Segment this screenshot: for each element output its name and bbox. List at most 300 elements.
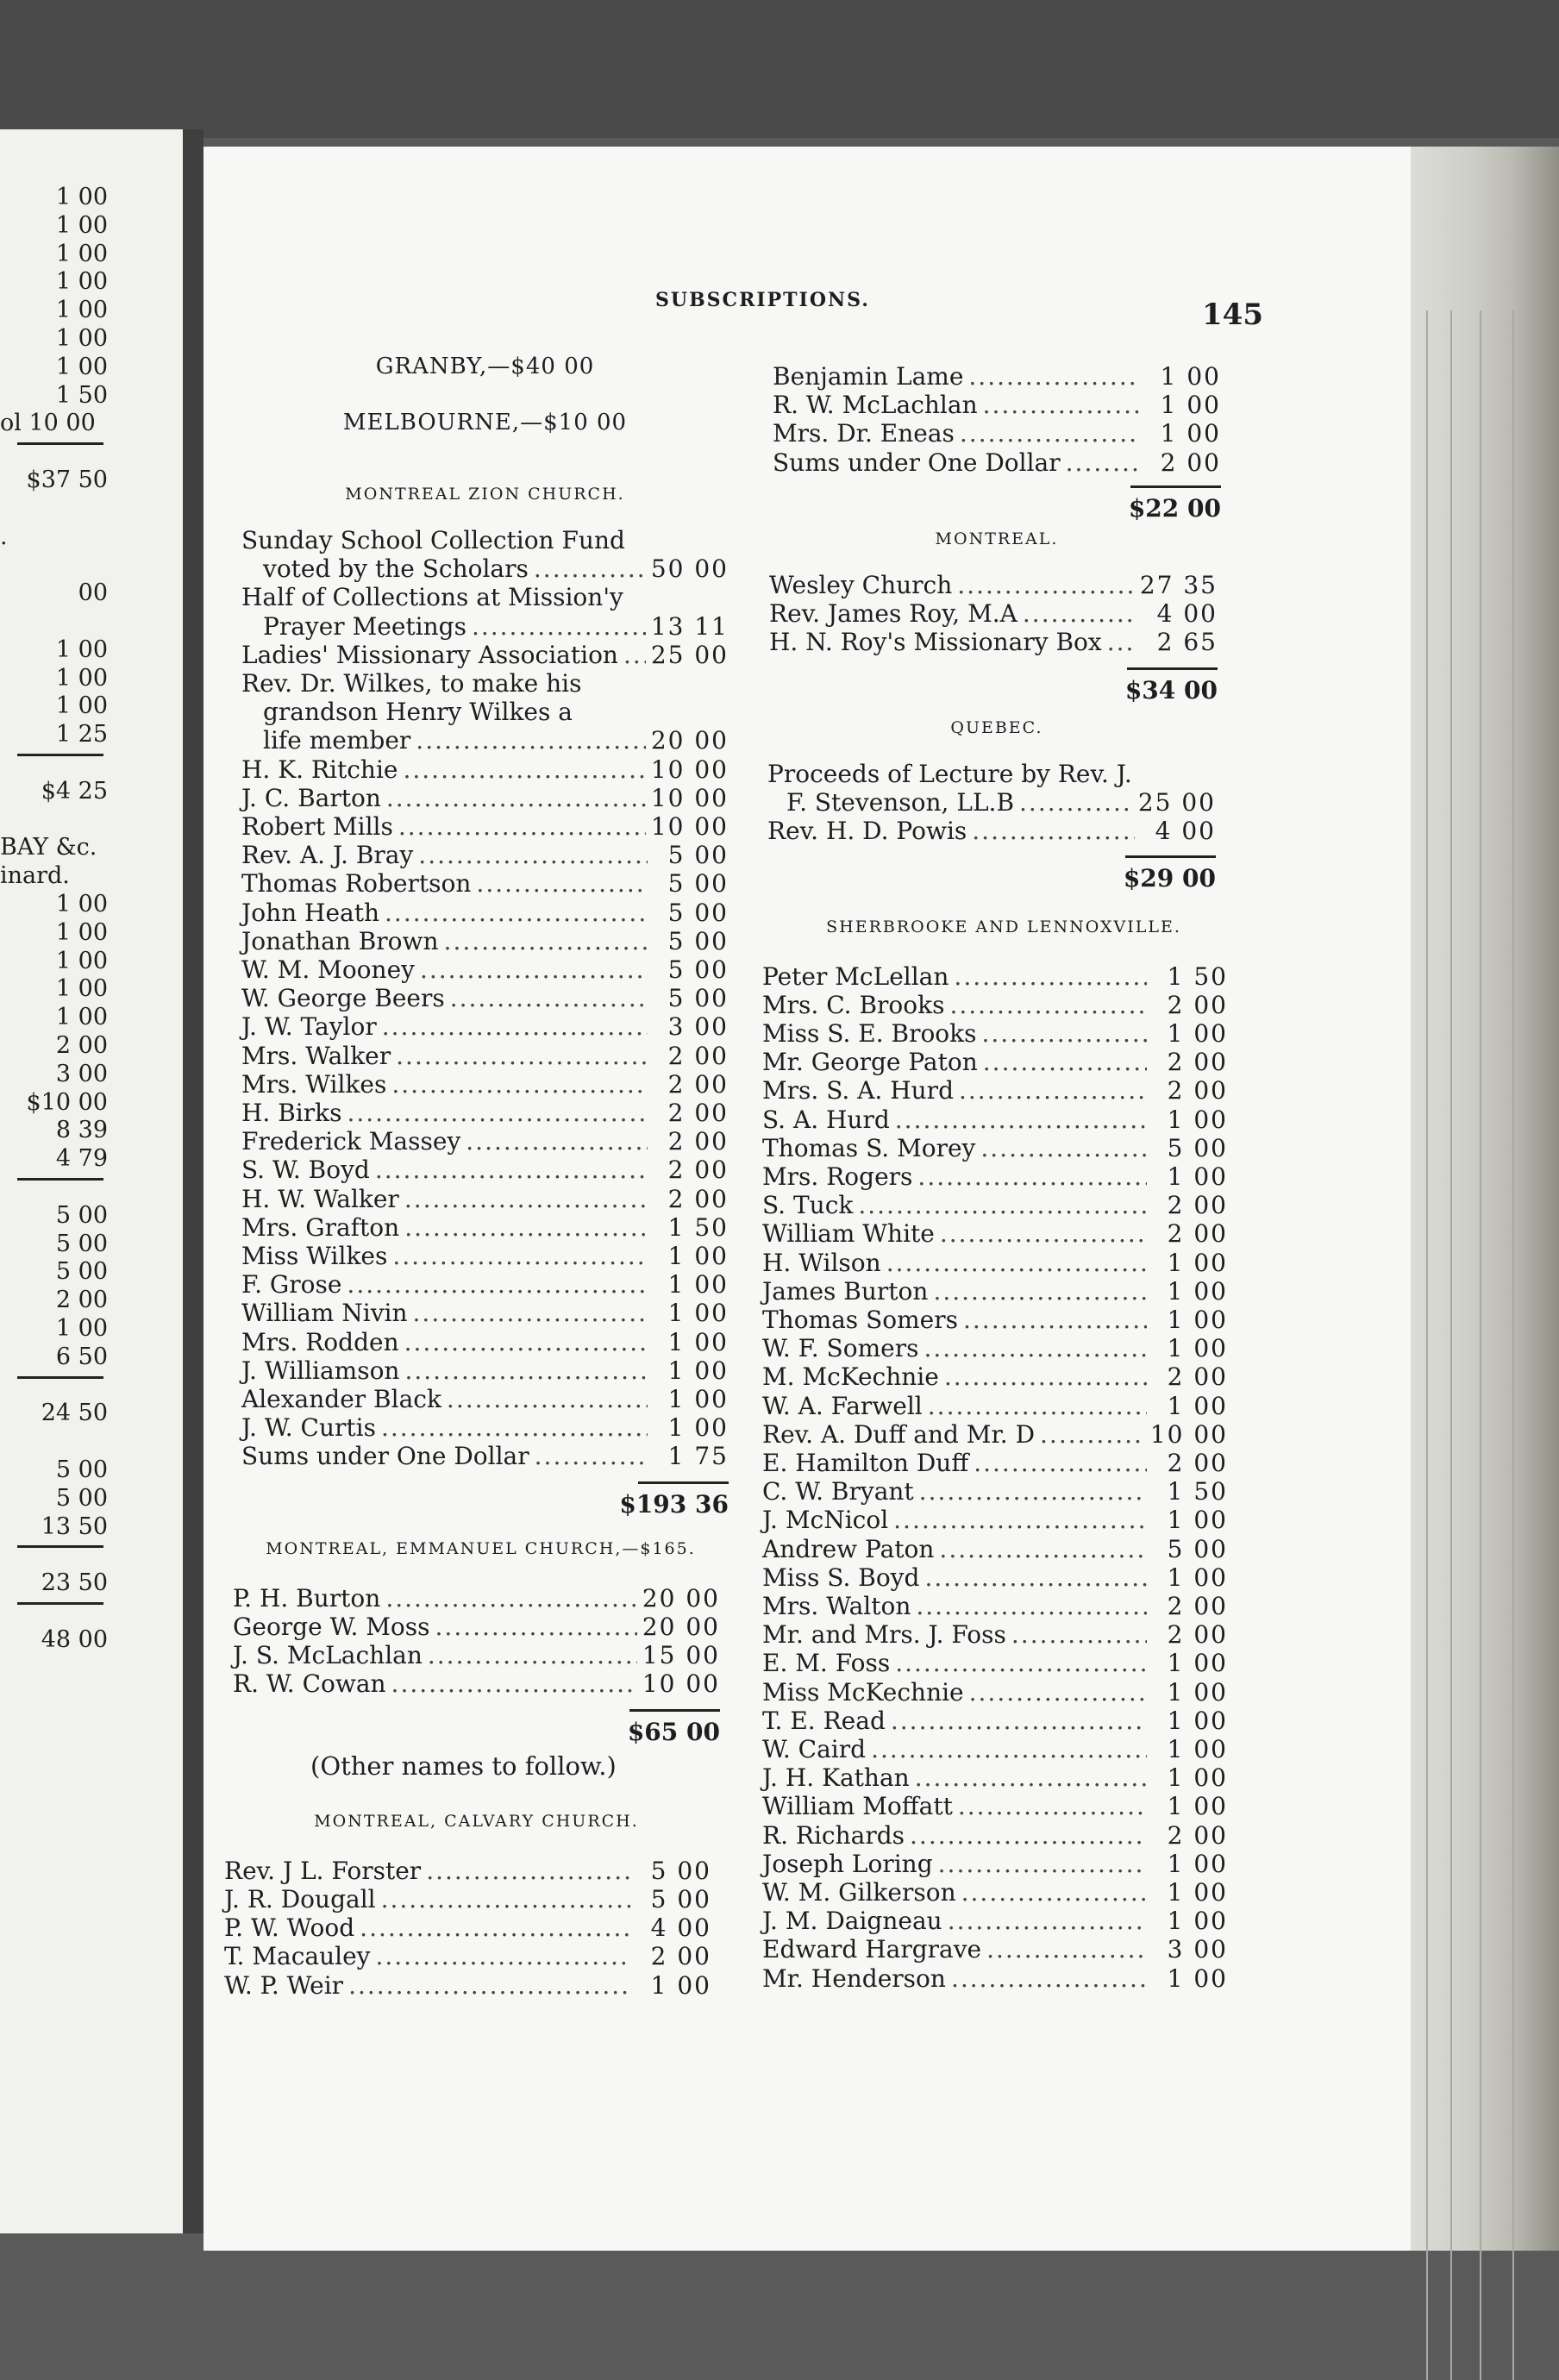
subscription-entry [762, 962, 1228, 991]
subscription-entry [762, 1162, 1228, 1191]
subscription-entry [241, 1042, 729, 1070]
subscriber-name: John Heath [241, 898, 380, 927]
subscriber-name: William Nivin [241, 1299, 408, 1328]
subscription-entry [762, 1935, 1228, 1964]
leader-dots [1023, 599, 1136, 628]
subscriber-name: W. George Beers [241, 984, 445, 1013]
subscriber-name: Mrs. Walton [762, 1592, 911, 1620]
fragment-line: 1 00 [55, 664, 108, 692]
amount: 5 00 [667, 926, 729, 955]
amount: 4 00 [1155, 817, 1216, 846]
amount: 2 00 [1167, 1362, 1228, 1392]
amount: 1 00 [667, 1385, 729, 1413]
book-gutter [183, 129, 203, 2233]
subscriber-name: Mrs. Grafton [241, 1212, 400, 1242]
subscription-entry [233, 1641, 720, 1669]
amount: 1 00 [1167, 1334, 1228, 1363]
subscriber-name: R. W. Cowan [233, 1669, 386, 1699]
leader-dots [972, 817, 1135, 845]
amount: 1 00 [667, 1413, 729, 1443]
fragment-rule [17, 754, 103, 756]
subscriber-name: James Burton [762, 1276, 929, 1306]
subscriber-name: Joseph Loring [762, 1849, 933, 1878]
leader-dots [382, 1012, 648, 1041]
subscription-entry [773, 448, 1221, 477]
subscriber-name: Thomas S. Morey [762, 1133, 976, 1162]
fragment-line: 48 00 [41, 1625, 108, 1653]
section-title: GRANBY,—$40 00 [375, 354, 595, 379]
leader-dots [398, 812, 646, 841]
section-total: $29 00 [1123, 864, 1216, 893]
amount: 1 00 [1167, 1105, 1228, 1134]
subscription-entry [762, 1592, 1228, 1620]
subscription-entry [263, 726, 729, 755]
subscriber-name: P. W. Wood [224, 1913, 355, 1943]
leader-dots [428, 1641, 637, 1669]
leader-dots [919, 1477, 1147, 1506]
subscriber-name: C. W. Bryant [762, 1477, 914, 1506]
fragment-line: 1 00 [55, 636, 108, 663]
leader-dots [381, 1413, 648, 1442]
subscription-entry [241, 841, 729, 869]
follow-note: (Other names to follow.) [310, 1751, 617, 1781]
subscription-entry [767, 817, 1216, 845]
subscription-entry [241, 755, 729, 784]
subscriber-name: Miss S. E. Brooks [762, 1019, 977, 1048]
subscription-entry [773, 362, 1221, 391]
section-title: MONTREAL, CALVARY CHURCH. [314, 1811, 639, 1831]
amount: 5 00 [1167, 1534, 1228, 1563]
fragment-line: $37 50 [26, 467, 108, 493]
amount: 1 00 [1167, 1391, 1228, 1420]
leader-dots [939, 1535, 1147, 1563]
amount: 1 00 [1167, 1649, 1228, 1678]
subscription-entry [762, 1048, 1228, 1076]
amount: 10 00 [1149, 1419, 1228, 1449]
leader-dots [385, 1584, 637, 1613]
fragment-line: 5 00 [55, 1230, 108, 1257]
subscription-entry [241, 1127, 729, 1156]
amount: 1 00 [667, 1299, 729, 1328]
subscriber-name: Mr. George Paton [762, 1048, 978, 1077]
subscription-entry [241, 984, 729, 1012]
amount: 4 00 [1156, 599, 1218, 629]
leader-dots [886, 1249, 1147, 1277]
subscriber-name: William White [762, 1219, 935, 1249]
amount: 1 00 [1167, 1506, 1228, 1535]
total-rule [1127, 667, 1218, 670]
section-total: $34 00 [1124, 675, 1218, 705]
leader-dots [948, 1907, 1147, 1935]
subscriber-name: Robert Mills [241, 812, 393, 841]
fragment-line: 5 00 [55, 1201, 108, 1229]
subscription-entry [762, 1620, 1228, 1649]
subscription-entry [233, 1669, 720, 1698]
running-header: SUBSCRIPTIONS. [655, 289, 870, 311]
subscriber-name: William Moffatt [762, 1792, 953, 1821]
subscription-entry [762, 1392, 1228, 1420]
leader-dots [891, 1707, 1147, 1735]
subscriber-name: Mrs. Rogers [762, 1162, 913, 1191]
subscriber-name: W. Caird [762, 1735, 867, 1763]
subscriber-name: W. F. Somers [762, 1334, 919, 1363]
leader-dots [924, 1563, 1147, 1592]
subscription-entry [769, 628, 1218, 656]
amount: 1 00 [1167, 1563, 1228, 1592]
leader-dots [413, 1299, 648, 1327]
leader-dots [404, 1185, 648, 1213]
subscriber-name: W. M. Mooney [241, 955, 415, 984]
subscriber-name: Rev. James Roy, M.A [769, 599, 1017, 629]
fragment-rule [17, 1376, 103, 1379]
section-title: MELBOURNE,—$10 00 [342, 410, 628, 435]
subscription-entry [762, 1964, 1228, 1993]
leader-dots [910, 1821, 1147, 1850]
fragment-line: 1 00 [55, 1004, 108, 1031]
subscription-entry [762, 1449, 1228, 1477]
fragment-line: 1 00 [55, 353, 108, 380]
amount: 1 00 [1167, 1964, 1228, 1993]
subscription-entry [762, 991, 1228, 1019]
amount: 2 00 [1167, 1191, 1228, 1220]
subscription-entry [762, 1850, 1228, 1878]
subscriber-name: F. Stevenson, LL.B [786, 788, 1015, 817]
leader-dots [871, 1735, 1147, 1763]
subscriber-name: Benjamin Lame [773, 362, 964, 391]
amount: 10 00 [650, 783, 729, 812]
amount: 1 00 [1167, 1677, 1228, 1707]
amount: 20 00 [650, 726, 729, 755]
subscriber-name: Rev. A. Duff and Mr. D [762, 1419, 1036, 1449]
amount: 2 00 [667, 1127, 729, 1156]
fragment-line: 6 50 [55, 1343, 108, 1370]
subscriber-name: H. Wilson [762, 1248, 881, 1277]
amount: 1 00 [650, 1970, 711, 2000]
subscriber-name: H. N. Roy's Missionary Box [769, 628, 1102, 657]
leader-dots [916, 1592, 1147, 1620]
subscription-entry [241, 1099, 729, 1127]
amount: 2 00 [1167, 990, 1228, 1019]
leader-dots [858, 1191, 1147, 1219]
amount: 2 00 [1160, 448, 1221, 477]
leader-dots [535, 1442, 648, 1470]
subscriber-name: P. H. Burton [233, 1583, 381, 1613]
leader-dots [534, 554, 646, 583]
page-number: 145 [1202, 298, 1263, 332]
subscriber-name: Rev. H. D. Powis [767, 817, 967, 846]
fragment-line: 5 00 [55, 1484, 108, 1512]
subscriber-name: Rev. Dr. Wilkes, to make his [241, 669, 582, 698]
subscriber-name: S. A. Hurd [762, 1105, 890, 1134]
fragment-line: 1 00 [55, 918, 108, 946]
fragment-line: ol 10 00 [0, 410, 96, 437]
subscriber-name: Rev. J L. Forster [224, 1856, 422, 1885]
subscription-entry [241, 1385, 729, 1413]
fragment-line: 24 50 [41, 1400, 108, 1427]
subscription-entry [762, 1277, 1228, 1306]
total-rule [1130, 485, 1221, 488]
amount: 5 00 [650, 1856, 711, 1885]
subscription-entry [762, 1735, 1228, 1763]
subscriber-name: T. E. Read [762, 1706, 886, 1735]
leader-dots [951, 1964, 1147, 1993]
subscription-entry [233, 1584, 720, 1613]
subscription-entry [263, 612, 729, 641]
fragment-rule [17, 442, 103, 445]
subscription-entry [762, 1306, 1228, 1334]
section-total: $193 36 [619, 1489, 729, 1519]
subscriber-name: Jonathan Brown [241, 926, 439, 955]
fragment-line: 1 50 [55, 381, 108, 409]
amount: 5 00 [650, 1885, 711, 1913]
subscriber-name: Thomas Robertson [241, 869, 472, 899]
subscriber-name: H. K. Ritchie [241, 755, 398, 784]
subscriber-name: Half of Collections at Mission'y [241, 583, 623, 612]
amount: 1 50 [1167, 1477, 1228, 1506]
amount: 1 00 [1167, 1019, 1228, 1048]
amount: 2 00 [1167, 1219, 1228, 1249]
amount: 2 00 [1167, 1592, 1228, 1620]
leader-dots [915, 1763, 1147, 1792]
fragment-line: 5 00 [55, 1258, 108, 1286]
subscriber-name: Wesley Church [769, 571, 953, 599]
amount: 13 11 [650, 611, 729, 641]
subscriber-name: Mrs. Rodden [241, 1327, 399, 1356]
subscription-entry [762, 1792, 1228, 1820]
fragment-line: 8 39 [55, 1117, 108, 1144]
leader-dots [386, 784, 646, 812]
amount: 1 00 [1167, 1706, 1228, 1735]
subscription-entry [241, 1213, 729, 1242]
subscriber-name: T. Macauley [224, 1942, 371, 1971]
subscription-entry [773, 391, 1221, 419]
subscriber-name: Mr. and Mrs. J. Foss [762, 1620, 1006, 1650]
leader-dots [963, 1306, 1147, 1334]
scan-background [0, 0, 1559, 138]
subscription-entry [762, 1334, 1228, 1362]
fragment-rule [17, 1545, 103, 1548]
amount: 2 00 [1167, 1820, 1228, 1850]
leader-dots [375, 1942, 630, 1970]
fragment-line: 1 00 [55, 184, 108, 210]
leader-dots [982, 1019, 1148, 1048]
leader-dots [928, 1392, 1147, 1420]
subscriber-name: S. Tuck [762, 1191, 854, 1220]
amount: 1 00 [667, 1270, 729, 1300]
fragment-line: 1 00 [55, 211, 108, 239]
subscriber-name: Sums under One Dollar [241, 1442, 529, 1471]
subscriber-name: E. Hamilton Duff [762, 1449, 969, 1477]
subscription-entry [762, 1076, 1228, 1105]
subscription-entry [762, 1506, 1228, 1534]
subscriber-name: Mrs. Wilkes [241, 1069, 387, 1099]
subscriber-name: Andrew Paton [762, 1534, 935, 1563]
subscription-entry [769, 599, 1218, 628]
fragment-line: 1 00 [55, 891, 108, 918]
leader-dots [1107, 628, 1136, 656]
leader-dots [360, 1913, 630, 1942]
subscription-entry [224, 1942, 711, 1970]
subscriber-name: Proceeds of Lecture by Rev. J. [767, 759, 1132, 788]
subscription-entry [224, 1857, 711, 1885]
leader-dots [983, 1048, 1147, 1076]
subscriber-name: Edward Hargrave [762, 1935, 982, 1964]
amount: 2 00 [650, 1942, 711, 1971]
leader-dots [404, 1213, 648, 1242]
subscriber-name: J. M. Daigneau [762, 1907, 942, 1936]
leader-dots [347, 1270, 648, 1299]
amount: 1 00 [1167, 1849, 1228, 1878]
subscriber-name: W. M. Gilkerson [762, 1878, 956, 1907]
subscription-entry [241, 899, 729, 927]
leader-dots [961, 1878, 1147, 1907]
amount: 10 00 [650, 755, 729, 784]
subscription-entry [241, 1242, 729, 1270]
fragment-line: 1 00 [55, 692, 108, 720]
subscription-entry [241, 1299, 729, 1327]
leader-dots [983, 391, 1140, 419]
amount: 5 00 [667, 869, 729, 899]
amount: 1 00 [1167, 1162, 1228, 1191]
subscription-entry [786, 788, 1216, 817]
fragment-line: 13 50 [41, 1513, 108, 1540]
subscriber-name: F. Grose [241, 1270, 342, 1300]
amount: 25 00 [650, 640, 729, 669]
amount: 1 00 [667, 1356, 729, 1385]
facing-page-fragment [0, 129, 183, 2233]
leader-dots [960, 419, 1140, 448]
amount: 5 00 [667, 984, 729, 1013]
subscriber-name: Mrs. C. Brooks [762, 990, 945, 1019]
amount: 2 65 [1156, 628, 1218, 657]
amount: 2 00 [1167, 1449, 1228, 1477]
subscriber-name: H. W. Walker [241, 1184, 399, 1213]
leader-dots [924, 1334, 1147, 1362]
section-title: MONTREAL, EMMANUEL CHURCH,—$165. [266, 1538, 696, 1558]
subscriber-name: M. McKechnie [762, 1362, 939, 1392]
leader-dots [974, 1449, 1147, 1477]
subscription-entry [762, 1420, 1228, 1449]
leader-dots [954, 962, 1147, 991]
amount: 50 00 [650, 554, 729, 584]
leader-dots [418, 841, 648, 869]
fragment-line: 3 00 [55, 1060, 108, 1087]
subscriber-name: Sums under One Dollar [773, 448, 1061, 477]
leader-dots [958, 1792, 1147, 1820]
fragment-line: 1 00 [55, 297, 108, 324]
leader-dots [957, 571, 1135, 599]
subscription-entry [241, 784, 729, 812]
fragment-line: . [0, 523, 8, 550]
amount: 4 00 [650, 1913, 711, 1943]
subscriber-name: W. P. Weir [224, 1970, 344, 2000]
fragment-line: 2 00 [55, 1287, 108, 1314]
leader-dots [375, 1156, 648, 1184]
subscriber-name: J. Williamson [241, 1356, 400, 1385]
amount: 5 00 [667, 955, 729, 984]
amount: 15 00 [642, 1641, 720, 1670]
amount: 1 00 [667, 1327, 729, 1356]
fragment-rule [17, 1602, 103, 1605]
subscription-entry [241, 1328, 729, 1356]
amount: 10 00 [650, 812, 729, 841]
section-total: $22 00 [1128, 493, 1221, 523]
amount: 1 00 [1167, 1907, 1228, 1936]
total-rule [638, 1481, 729, 1484]
subscription-entry [762, 1535, 1228, 1563]
subscriber-name: life member [263, 726, 411, 755]
amount: 2 00 [1167, 1048, 1228, 1077]
leader-dots [396, 1042, 648, 1070]
subscription-entry [241, 812, 729, 841]
subscription-entry [241, 869, 729, 898]
subscription-entry [762, 1678, 1228, 1707]
subscriber-name: J. C. Barton [241, 783, 381, 812]
section-title: MONTREAL ZION CHURCH. [345, 485, 625, 504]
fragment-line: 5 00 [55, 1456, 108, 1483]
fragment-line: 1 00 [55, 947, 108, 974]
leader-dots [435, 1613, 637, 1641]
leader-dots [444, 927, 648, 955]
leader-dots [391, 1070, 648, 1099]
amount: 2 00 [1167, 1076, 1228, 1105]
fragment-rule [17, 1178, 103, 1181]
amount: 27 35 [1139, 571, 1218, 599]
fragment-line: 00 [78, 579, 108, 607]
amount: 1 00 [1167, 1306, 1228, 1334]
subscription-entry [762, 1878, 1228, 1907]
leader-dots [404, 1328, 648, 1356]
amount: 20 00 [642, 1583, 720, 1613]
fragment-line: BAY &c. [0, 834, 97, 861]
leader-dots [476, 869, 648, 898]
section-title: QUEBEC. [950, 717, 1043, 737]
subscriber-name: Rev. A. J. Bray [241, 841, 414, 870]
amount: 2 00 [1167, 1620, 1228, 1650]
leader-dots [347, 1099, 648, 1127]
leader-dots [385, 899, 648, 927]
subscriber-name: Frederick Massey [241, 1127, 461, 1156]
leader-dots [623, 641, 646, 669]
subscription-entry [241, 927, 729, 955]
leader-dots [944, 1362, 1147, 1391]
subscription-entry [762, 1019, 1228, 1048]
subscriber-name: W. A. Farwell [762, 1391, 923, 1420]
leader-dots [391, 1669, 637, 1698]
leader-dots [404, 1356, 648, 1385]
subscription-entry [241, 1012, 729, 1041]
subscriber-name: Prayer Meetings [263, 611, 466, 641]
section-title: SHERBROOKE AND LENNOXVILLE. [826, 917, 1181, 936]
amount: 1 50 [667, 1212, 729, 1242]
leader-dots [895, 1649, 1147, 1677]
subscription-entry [762, 1821, 1228, 1850]
amount: 3 00 [1167, 1935, 1228, 1964]
fragment-line: $10 00 [26, 1088, 108, 1116]
subscriber-name: Mrs. S. A. Hurd [762, 1076, 954, 1105]
fragment-line: 1 00 [55, 325, 108, 352]
leader-dots [348, 1971, 630, 2000]
amount: 1 00 [1160, 419, 1221, 448]
subscriber-name: Thomas Somers [762, 1306, 958, 1334]
subscription-entry [241, 1070, 729, 1099]
subscriber-name: Peter McLellan [762, 961, 949, 991]
amount: 1 00 [1160, 391, 1221, 420]
fragment-line: 1 00 [55, 975, 108, 1003]
amount: 1 00 [1167, 1763, 1228, 1793]
leader-dots [1066, 448, 1140, 477]
subscriber-name: Miss McKechnie [762, 1677, 964, 1707]
